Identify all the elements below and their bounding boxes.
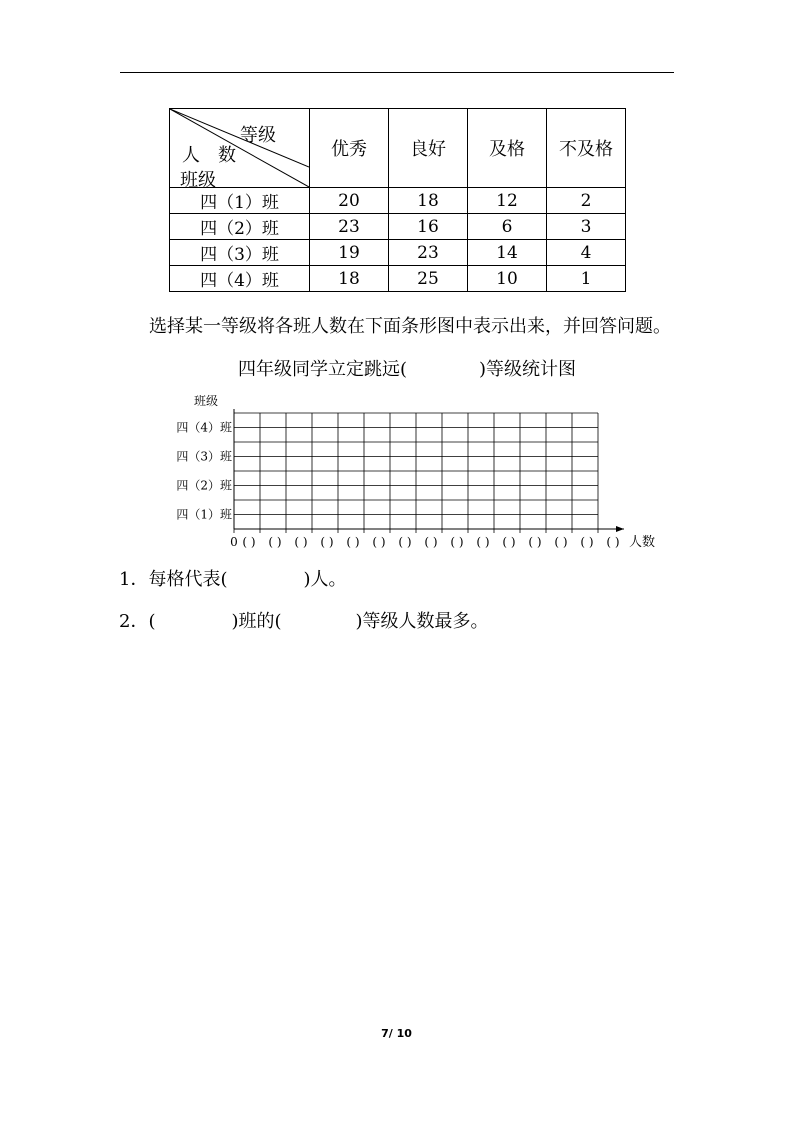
- x-tick-blank: ( ): [346, 535, 360, 548]
- x-tick-blank: ( ): [424, 535, 438, 548]
- category-label: 四（4）班: [176, 420, 232, 435]
- x-tick-blank: ( ): [476, 535, 490, 548]
- table-row: [170, 266, 626, 292]
- chart-title-prefix: 四年级同学立定跳远(: [238, 359, 408, 380]
- x-tick-blank: ( ): [554, 535, 568, 548]
- table-cell: 16: [389, 214, 468, 240]
- y-axis-label: 班级: [193, 394, 219, 408]
- header-excellent: 优秀: [310, 109, 389, 188]
- question-2: [119, 607, 489, 633]
- instruction-text: 选择某一等级将各班人数在下面条形图中表示出来，并回答问题。: [149, 316, 671, 337]
- table-cell: 4: [547, 240, 626, 266]
- header-pass: 及格: [468, 109, 547, 188]
- bar-chart-grid: [160, 388, 660, 548]
- question-2-text-c: )等级人数最多。: [355, 611, 489, 632]
- grade-table: [169, 108, 626, 292]
- row-class-label: 四（1）班: [170, 188, 310, 214]
- table-cell: 18: [389, 188, 468, 214]
- question-1-text-b: )人。: [303, 569, 347, 590]
- row-class-label: 四（4）班: [170, 266, 310, 292]
- table-cell: 3: [547, 214, 626, 240]
- corner-people-1: 人: [182, 145, 200, 166]
- question-2-number: 2．: [119, 611, 149, 632]
- x-tick-blank: ( ): [580, 535, 594, 548]
- question-1-number: 1．: [119, 569, 149, 590]
- table-cell: 19: [310, 240, 389, 266]
- table-cell: 12: [468, 188, 547, 214]
- x-tick-blank: ( ): [398, 535, 412, 548]
- corner-grade-label: 等级: [240, 125, 276, 146]
- question-1-text-a: 每格代表(: [148, 569, 228, 590]
- table-cell: 18: [310, 266, 389, 292]
- header-fail: 不及格: [547, 109, 626, 188]
- category-label: 四（1）班: [176, 507, 232, 522]
- question-1: [119, 565, 347, 591]
- x-origin-label: 0: [230, 535, 238, 548]
- x-tick-blank: ( ): [502, 535, 516, 548]
- table-corner-cell: [170, 109, 310, 191]
- x-tick-blank: ( ): [606, 535, 620, 548]
- table-cell: 1: [547, 266, 626, 292]
- x-tick-blank: ( ): [242, 535, 256, 548]
- table-cell: 25: [389, 266, 468, 292]
- x-tick-blank: ( ): [450, 535, 464, 548]
- corner-class-label: 班级: [180, 170, 216, 191]
- table-row: [170, 188, 626, 214]
- category-label: 四（2）班: [176, 478, 232, 493]
- header-rule: [120, 72, 674, 73]
- x-tick-blank: ( ): [268, 535, 282, 548]
- chart-title-suffix: )等级统计图: [479, 359, 577, 380]
- row-class-label: 四（3）班: [170, 240, 310, 266]
- corner-people-label: [182, 141, 236, 167]
- x-tick-blank: ( ): [528, 535, 542, 548]
- table-cell: 23: [310, 214, 389, 240]
- row-class-label: 四（2）班: [170, 214, 310, 240]
- table-cell: 23: [389, 240, 468, 266]
- table-header-row: [170, 109, 626, 188]
- question-2-text-a: (: [148, 611, 156, 632]
- header-good: 良好: [389, 109, 468, 188]
- category-label: 四（3）班: [176, 449, 232, 464]
- table-row: [170, 240, 626, 266]
- table-cell: 10: [468, 266, 547, 292]
- table-cell: 14: [468, 240, 547, 266]
- table-cell: 6: [468, 214, 547, 240]
- x-axis-label: 人数: [628, 535, 656, 548]
- table-cell: 20: [310, 188, 389, 214]
- question-2-text-b: )班的(: [231, 611, 282, 632]
- corner-people-2: 数: [218, 145, 236, 166]
- x-tick-blank: ( ): [372, 535, 386, 548]
- x-tick-blank: ( ): [294, 535, 308, 548]
- x-axis-arrow: [616, 526, 624, 532]
- chart-title: [238, 355, 576, 381]
- page-number: 7/ 10: [381, 1027, 412, 1040]
- table-cell: 2: [547, 188, 626, 214]
- x-tick-blank: ( ): [320, 535, 334, 548]
- table-row: [170, 214, 626, 240]
